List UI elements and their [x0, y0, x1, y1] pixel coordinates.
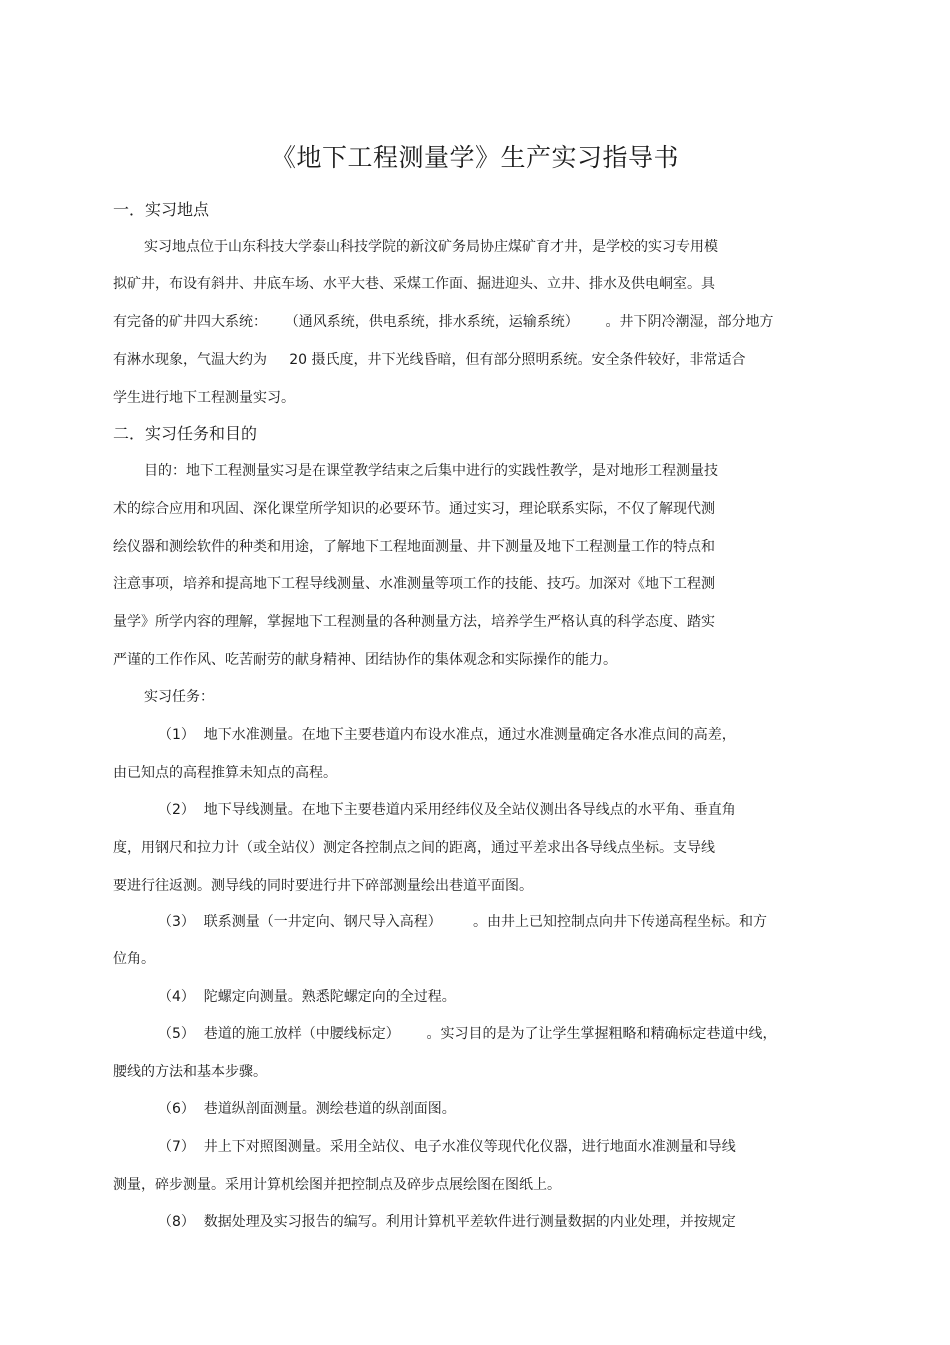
- paragraph-line: 实习地点位于山东科技大学泰山科技学院的新汶矿务局协庄煤矿育才井，是学校的实习专用模: [144, 239, 718, 255]
- task-intro: 实习任务：: [144, 689, 214, 705]
- task-item-8: （8） 数据处理及实习报告的编写。利用计算机平差软件进行测量数据的内业处理，并按规定: [158, 1214, 736, 1230]
- paragraph-line: 有淋水现象，气温大约为 20 摄氏度，井下光线昏暗，但有部分照明系统。安全条件较好，非常适合: [113, 352, 746, 368]
- task-item-4: （4） 陀螺定向测量。熟悉陀螺定向的全过程。: [158, 989, 456, 1005]
- paragraph-line: 腰线的方法和基本步骤。: [113, 1064, 267, 1080]
- paragraph-line: 由已知点的高程推算未知点的高程。: [113, 765, 337, 781]
- task-item-2: （2） 地下导线测量。在地下主要巷道内采用经纬仪及全站仪测出各导线点的水平角、垂直角: [158, 802, 736, 818]
- task-item-5: （5） 巷道的施工放样（中腰线标定） 。实习目的是为了让学生掌握粗略和精确标定巷道中线，: [158, 1026, 777, 1042]
- section-1-heading: 一．实习地点: [113, 200, 210, 219]
- paragraph-line: 要进行往返测。测导线的同时要进行井下碎部测量绘出巷道平面图。: [113, 878, 533, 894]
- task-item-1: （1） 地下水准测量。在地下主要巷道内布设水准点，通过水准测量确定各水准点间的高差，: [158, 727, 736, 743]
- paragraph-line: 度，用钢尺和拉力计（或全站仪）测定各控制点之间的距离，通过平差求出各导线点坐标。支导线: [113, 840, 715, 856]
- paragraph-line: 绘仪器和测绘软件的种类和用途，了解地下工程地面测量、井下测量及地下工程测量工作的特点和: [113, 539, 715, 555]
- paragraph-line: 有完备的矿井四大系统： （通风系统，供电系统，排水系统，运输系统） 。井下阴冷潮湿，部分地方: [113, 314, 774, 330]
- paragraph-line: 目的：地下工程测量实习是在课堂教学结束之后集中进行的实践性教学，是对地形工程测量技: [144, 463, 718, 479]
- paragraph-line: 学生进行地下工程测量实习。: [113, 390, 295, 406]
- task-item-6: （6） 巷道纵剖面测量。测绘巷道的纵剖面图。: [158, 1101, 456, 1117]
- paragraph-line: 术的综合应用和巩固、深化课堂所学知识的必要环节。通过实习，理论联系实际，不仅了解现代测: [113, 501, 715, 517]
- document-title: 《地下工程测量学》生产实习指导书: [270, 143, 679, 172]
- paragraph-line: 量学》所学内容的理解，掌握地下工程测量的各种测量方法，培养学生严格认真的科学态度、踏实: [113, 614, 715, 630]
- paragraph-line: 拟矿井，布设有斜井、井底车场、水平大巷、采煤工作面、掘进迎头、立井、排水及供电峒室。具: [113, 276, 715, 292]
- paragraph-line: 严谨的工作作风、吃苦耐劳的献身精神、团结协作的集体观念和实际操作的能力。: [113, 652, 617, 668]
- paragraph-line: 位角。: [113, 951, 155, 967]
- paragraph-line: 注意事项，培养和提高地下工程导线测量、水准测量等项工作的技能、技巧。加深对《地下工程测: [113, 576, 715, 592]
- task-item-7: （7） 井上下对照图测量。采用全站仪、电子水准仪等现代化仪器，进行地面水准测量和导线: [158, 1139, 736, 1155]
- paragraph-line: 测量，碎步测量。采用计算机绘图并把控制点及碎步点展绘图在图纸上。: [113, 1177, 561, 1193]
- task-item-3: （3） 联系测量（一井定向、钢尺导入高程） 。由井上已知控制点向井下传递高程坐标。和方: [158, 914, 767, 930]
- section-2-heading: 二．实习任务和目的: [113, 424, 258, 443]
